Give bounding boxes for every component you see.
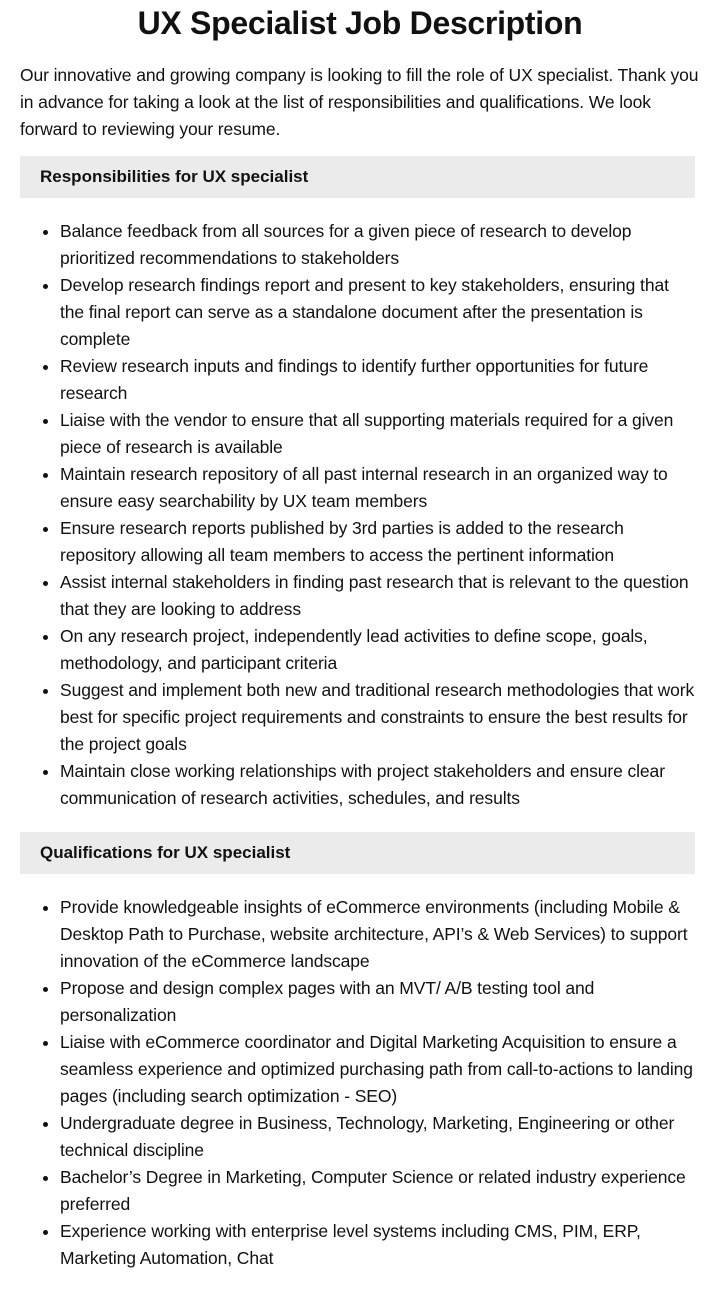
list-item: • Provide knowledgeable insights of eCommerce environments (including Mobile & Desktop Path to Purchase, website architecture, API’s & Web Services) to support innovation of the eCommerce landscape [60, 894, 695, 975]
qualifications-list [20, 894, 695, 1272]
intro-paragraph: Our innovative and growing company is looking to fill the role of UX specialist. Thank you in advance for taking a look at the list of responsibilities and qualifications. We look forward to reviewing your resume. [20, 65, 699, 139]
list-item: • Ensure research reports published by 3rd parties is added to the research repository allowing all team members to access the pertinent information [60, 515, 695, 569]
list-item: • Develop research findings report and present to key stakeholders, ensuring that the final report can serve as a standalone document after the presentation is complete [60, 272, 695, 353]
page-title: UX Specialist Job Description [137, 5, 583, 41]
list-item: • Liaise with the vendor to ensure that all supporting materials required for a given piece of research is available [60, 407, 695, 461]
list-item: • Undergraduate degree in Business, Technology, Marketing, Engineering or other technical discipline [60, 1110, 695, 1164]
list-item: • Maintain close working relationships with project stakeholders and ensure clear communication of research activities, schedules, and results [60, 758, 695, 812]
list-item: • Assist internal stakeholders in finding past research that is relevant to the question that they are looking to address [60, 569, 695, 623]
qualifications-heading: Qualifications for UX specialist [20, 832, 695, 874]
list-item: • Maintain research repository of all past internal research in an organized way to ensure easy searchability by UX team members [60, 461, 695, 515]
responsibilities-list [20, 218, 695, 812]
list-item: • Review research inputs and findings to identify further opportunities for future research [60, 353, 695, 407]
list-item: • Suggest and implement both new and traditional research methodologies that work best for specific project requirements and constraints to ensure the best results for the project goals [60, 677, 695, 758]
list-item: • On any research project, independently lead activities to define scope, goals, methodology, and participant criteria [60, 623, 695, 677]
responsibilities-heading: Responsibilities for UX specialist [20, 156, 695, 198]
list-item: • Liaise with eCommerce coordinator and Digital Marketing Acquisition to ensure a seamless experience and optimized purchasing path from call-to-actions to landing pages (including search optimization - SEO) [60, 1029, 695, 1110]
list-item: • Balance feedback from all sources for a given piece of research to develop prioritized recommendations to stakeholders [60, 218, 695, 272]
list-item: • Experience working with enterprise level systems including CMS, PIM, ERP, Marketing Automation, Chat [60, 1218, 695, 1272]
list-item: • Propose and design complex pages with an MVT/ A/B testing tool and personalization [60, 975, 695, 1029]
list-item: • Bachelor’s Degree in Marketing, Computer Science or related industry experience preferred [60, 1164, 695, 1218]
